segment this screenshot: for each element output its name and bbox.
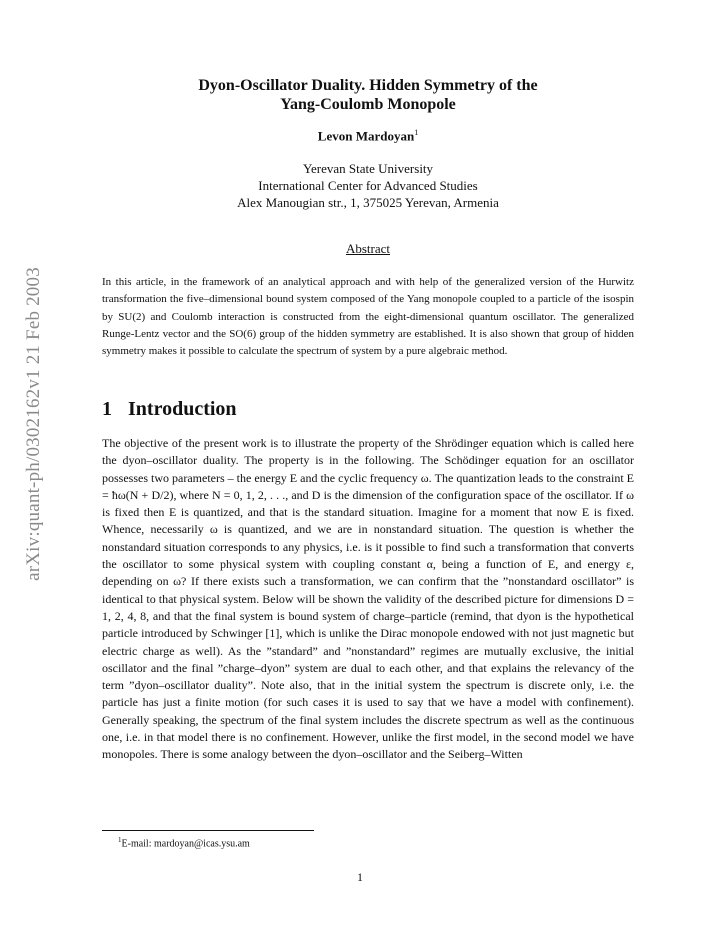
title-line-1: Dyon-Oscillator Duality. Hidden Symmetry of the <box>198 77 538 94</box>
section-heading <box>102 398 237 421</box>
body-paragraph: The objective of the present work is to illustrate the property of the Shrödinger equation which is called here the dyon–oscillator duality. The property is in the following. The Schödinger equation for an oscillator possesses two parameters – the energy E and the cyclic frequency ω. The quantization leads to the constraint E = ħω(N + D/2), where N = 0, 1, 2, . . ., and D is the dimension of the configuration space of the oscillator. If ω is fixed then E is quantized, and that is the standard situation. Imagine for a moment that now E is fixed. Whence, necessarily ω is quantized, and we are in nonstandard situation. The question is whether the nonstandard situation corresponds to any physics, i.e. is it possible to find such a transformation that converts the oscillator to some physical system with coupling constant α, being a function of E, and energy ε, depending on ω? If there exists such a transformation, we can confirm that the ”nonstandard oscillator” is identical to that physical system. Below will be shown the validity of the described picture for dimensions D = 1, 2, 4, 8, and that the final system is bound system of charge–particle (remind, that dyon is the hypothetical particle introduced by Schwinger [1], which is unlike the Dirac monopole endowed with not just magnetic but electric charge as well). As the ”standard” and ”nonstandard” regimes are mutually exclusive, the initial oscillator and the final ”charge–dyon” system are dual to each other, and that explains the relevancy of the term ”dyon–oscillator duality”. Note also, that in the initial system the spectrum is discrete only, i.e. the particle has just a finite motion (for such cases it is used to say that we have a model with confinement). Generally speaking, the spectrum of the final system includes the discrete spectrum as well as the continuous one, i.e. in that model there is no confinement. However, unlike the first model, in the second model we have monopoles. There is some analogy between the dyon–oscillator and the Seiberg–Witten <box>102 436 634 762</box>
footnote-rule <box>102 830 314 831</box>
abstract-text: In this article, in the framework of an analytical approach and with help of the generalized version of the Hurwitz transformation the five–dimensional bound system composed of the Yang monopole coupled to a particle of the isospin by SU(2) and Coulomb interaction is constructed from the eight-dimensional quantum oscillator. The generalized Runge-Lentz vector and the SO(6) group of the hidden symmetry are established. It is also shown that group of hidden symmetry makes it possible to calculate the spectrum of system by a pure algebraic method. <box>102 276 634 358</box>
footnote <box>118 836 250 849</box>
arxiv-stamp: arXiv:quant-ph/0302162v1 21 Feb 2003 <box>23 267 44 581</box>
affiliation-line: International Center for Advanced Studies <box>258 178 478 193</box>
affiliation-line: Alex Manougian str., 1, 375025 Yerevan, Armenia <box>237 195 499 210</box>
footnote-text: E-mail: mardoyan@icas.ysu.am <box>121 838 250 850</box>
author-footnote-mark: 1 <box>414 128 419 137</box>
affiliation-line: Yerevan State University <box>302 161 434 176</box>
author <box>102 128 634 144</box>
page-number: 1 <box>357 870 363 884</box>
section-title: Introduction <box>128 398 237 420</box>
footnote-mark: 1 <box>118 836 122 844</box>
title-line-2: Yang-Coulomb Monopole <box>280 96 456 113</box>
paper-title <box>102 76 634 114</box>
affiliation <box>102 160 634 211</box>
section-number: 1 <box>102 398 112 420</box>
abstract-heading: Abstract <box>345 241 391 256</box>
author-name: Levon Mardoyan <box>317 128 415 144</box>
